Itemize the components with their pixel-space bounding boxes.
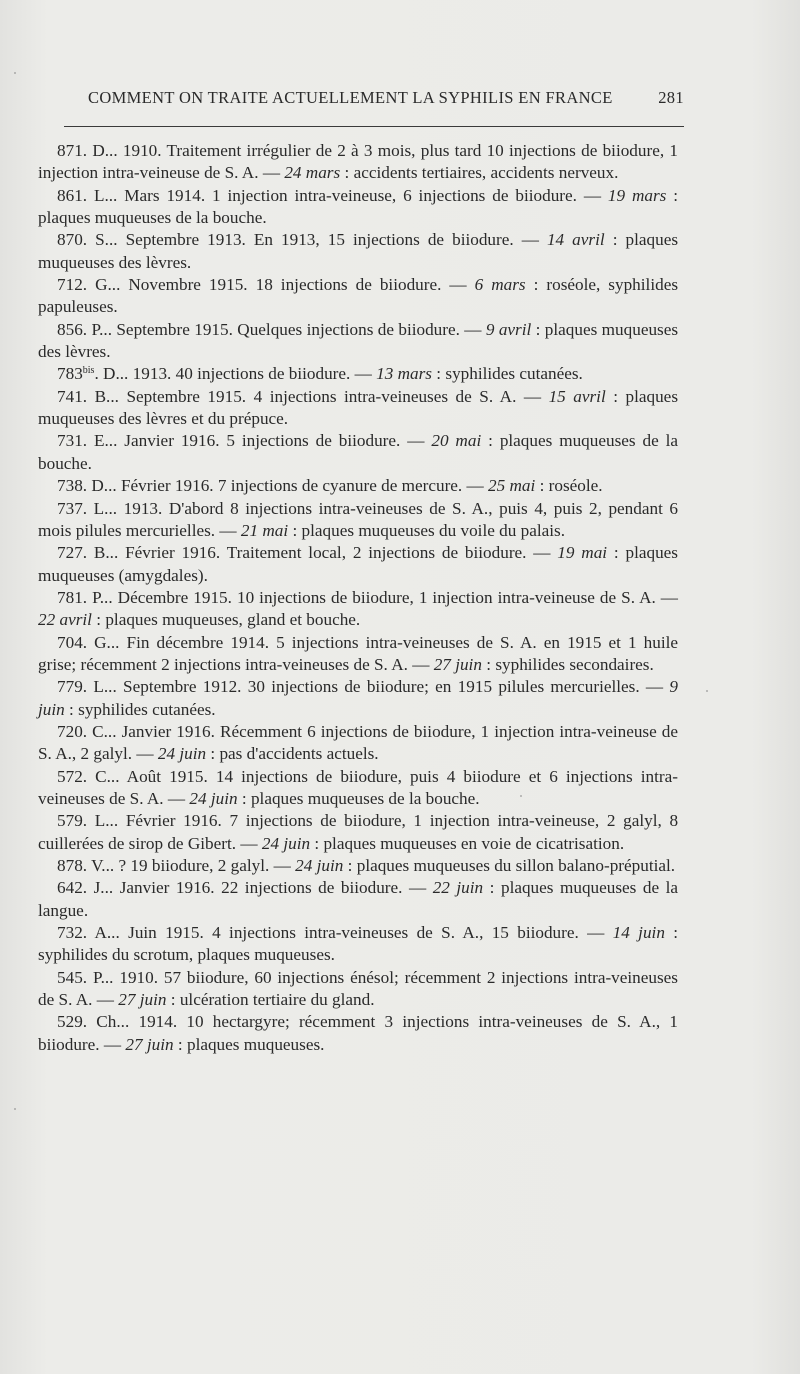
relapse-date: 22 avril bbox=[38, 610, 92, 630]
paper-speck bbox=[706, 690, 708, 692]
treatment-text: 19 biiodure, 2 galyl. bbox=[130, 856, 270, 875]
case-number-suffix: bis bbox=[82, 365, 95, 377]
case-number: 856. bbox=[57, 319, 88, 339]
treatment-text: Quelques injections de biiodure. bbox=[237, 319, 460, 339]
case-entry: 870. S... Septembre 1913. En 1913, 15 injections de biiodure. — 14 avril : plaques muqueuses des lèvres. bbox=[38, 230, 679, 272]
case-number-tail: . bbox=[94, 364, 99, 384]
symptom-text: syphilides secondaires. bbox=[495, 654, 654, 674]
treatment-text: 5 injections intra-veineuses de S. A. en 1915 et 1 huile grise; récemment 2 injections intra-veineuses de S. A. bbox=[38, 632, 678, 674]
symptom-text: plaques muqueuses, gland et bouche. bbox=[105, 610, 361, 630]
symptom-text: roséole. bbox=[548, 476, 603, 496]
patient-initial: Ch... bbox=[96, 1012, 130, 1032]
infection-date: Mars 1914. bbox=[124, 185, 206, 205]
symptom-text: plaques muqueuses. bbox=[186, 1034, 325, 1054]
relapse-date: 19 mars bbox=[607, 185, 667, 205]
case-number: 781. bbox=[57, 587, 88, 607]
patient-initial: D... bbox=[103, 364, 129, 384]
infection-date: Juin 1915. bbox=[128, 923, 204, 943]
case-entry: 731. E... Janvier 1916. 5 injections de biiodure. — 20 mai : plaques muqueuses de la bouche. bbox=[38, 431, 679, 473]
case-entry: 861. L... Mars 1914. 1 injection intra-veineuse, 6 injections de biiodure. — 19 mars : plaques muqueuses de la bouche. bbox=[38, 185, 679, 228]
infection-date: Février 1916. bbox=[125, 543, 221, 563]
relapse-date: 14 juin bbox=[612, 923, 665, 943]
infection-date: Janvier 1916. bbox=[124, 431, 220, 451]
patient-initial: P... bbox=[92, 587, 113, 607]
patient-initial: L... bbox=[93, 498, 118, 518]
treatment-text: 30 injections de biiodure; en 1915 pilules mercurielles. bbox=[247, 677, 640, 697]
infection-date: Novembre 1915. bbox=[128, 275, 248, 295]
infection-date: Septembre 1915. bbox=[116, 319, 233, 339]
infection-date: Février 1916. bbox=[125, 811, 222, 831]
patient-initial: L... bbox=[93, 677, 117, 697]
case-list bbox=[38, 140, 678, 1056]
paper-speck bbox=[14, 72, 16, 74]
case-entry: 871. D... 1910. Traitement irrégulier de 2 à 3 mois, plus tard 10 injections de biiodure, 1 injection intra-veineuse de S. A. — 24 mars : accidents tertiaires, accidents nerveux. bbox=[38, 141, 678, 183]
symptom-text: plaques muqueuses de la bouche. bbox=[38, 208, 267, 228]
case-number: 572. bbox=[57, 766, 88, 786]
infection-date: 1913. bbox=[132, 364, 172, 384]
patient-initial: D... bbox=[92, 141, 118, 160]
infection-date: 1910. bbox=[122, 141, 162, 160]
infection-date: 1913. bbox=[123, 498, 163, 518]
case-number: 712. bbox=[57, 275, 88, 295]
treatment-text: 57 biiodure, 60 injections énésol; récemment 2 injections intra-veineuses de S. A. bbox=[38, 967, 678, 1010]
relapse-date: 20 mai bbox=[431, 431, 482, 451]
patient-initial: A... bbox=[94, 923, 120, 943]
relapse-date: 24 juin bbox=[261, 833, 311, 853]
treatment-text: 10 injections de biiodure, 1 injection intra-veineuse de S. A. bbox=[236, 587, 656, 607]
running-title: COMMENT ON TRAITE ACTUELLEMENT LA SYPHILIS EN FRANCE bbox=[88, 88, 613, 107]
relapse-date: 24 juin bbox=[295, 856, 344, 875]
patient-initial: P... bbox=[91, 319, 112, 339]
treatment-text: 7 injections de cyanure de mercure. bbox=[217, 476, 463, 496]
case-number: 737. bbox=[57, 498, 88, 518]
case-number: 642. bbox=[57, 878, 88, 898]
relapse-date: 24 juin bbox=[157, 744, 207, 764]
paper-speck bbox=[14, 1108, 16, 1110]
treatment-text: Récemment 6 injections de biiodure, 1 injection intra-veineuse de S. A., 2 galyl. bbox=[38, 721, 679, 764]
case-number: 545. bbox=[57, 967, 88, 987]
case-entry: 642. J... Janvier 1916. 22 injections de biiodure. — 22 juin : plaques muqueuses de la langue. bbox=[38, 878, 679, 920]
case-entry: 738. D... Février 1916. 7 injections de cyanure de mercure. — 25 mai : roséole. bbox=[57, 476, 603, 496]
case-number: 738. bbox=[57, 476, 88, 496]
infection-date: Septembre 1915. bbox=[126, 386, 247, 406]
case-entry: $783^{bis}$. D... 1913. 40 injections de biiodure. — 13 mars : syphilides cutanées. bbox=[57, 364, 583, 384]
patient-initial: D... bbox=[91, 476, 117, 496]
relapse-date: 13 mars bbox=[376, 364, 432, 384]
infection-date: Janvier 1916. bbox=[119, 878, 215, 898]
case-entry: 529. Ch... 1914. 10 hectargyre; récemment 3 injections intra-veineuses de S. A., 1 biiodure. — 27 juin : plaques muqueuses. bbox=[38, 1012, 678, 1054]
symptom-text: plaques muqueuses (amygdales). bbox=[38, 543, 678, 585]
patient-initial: C... bbox=[95, 766, 120, 786]
case-entry: 878. V... ? 19 biiodure, 2 galyl. — 24 juin : plaques muqueuses du sillon balano-préputial. bbox=[57, 856, 676, 875]
symptom-text: syphilides du scrotum, plaques muqueuses. bbox=[38, 945, 335, 965]
case-entry: 712. G... Novembre 1915. 18 injections de biiodure. — 6 mars : roséole, syphilides papuleuses. bbox=[38, 275, 679, 317]
symptom-text: accidents tertiaires, accidents nerveux. bbox=[353, 163, 619, 183]
case-entry: 579. L... Février 1916. 7 injections de biiodure, 1 injection intra-veineuse, 2 galyl, 8 cuillerées de sirop de Gibert. — 24 juin : plaques muqueuses en voie de cicatrisation. bbox=[38, 811, 679, 853]
symptom-text: plaques muqueuses des lèvres. bbox=[38, 319, 679, 362]
case-number: 870. bbox=[57, 230, 88, 250]
treatment-text: 14 injections de biiodure, puis 4 biiodure et 6 injections intra-veineuses de S. A. bbox=[38, 766, 678, 808]
symptom-text: plaques muqueuses du sillon balano-préputial. bbox=[356, 856, 676, 875]
case-number: 731. bbox=[57, 431, 88, 451]
case-number: 871. bbox=[57, 141, 88, 160]
treatment-text: Traitement local, 2 injections de biiodure. bbox=[226, 543, 527, 563]
case-entry: 856. P... Septembre 1915. Quelques injections de biiodure. — 9 avril : plaques muqueuses des lèvres. bbox=[38, 319, 679, 362]
infection-date: ? bbox=[118, 856, 127, 875]
case-number: 741. bbox=[57, 386, 88, 406]
patient-initial: P... bbox=[92, 967, 114, 987]
treatment-text: 10 hectargyre; récemment 3 injections intra-veineuses de S. A., 1 biiodure. bbox=[38, 1012, 678, 1054]
symptom-text: plaques muqueuses des lèvres et du prépuce. bbox=[38, 386, 679, 429]
treatment-text: 7 injections de biiodure, 1 injection intra-veineuse, 2 galyl, 8 cuillerées de sirop de Gibert. bbox=[38, 811, 679, 853]
patient-initial: J... bbox=[93, 878, 114, 898]
relapse-date: 14 avril bbox=[546, 230, 605, 250]
relapse-date: 25 mai bbox=[488, 476, 536, 496]
patient-initial: C... bbox=[92, 721, 117, 741]
case-number: 579. bbox=[57, 811, 88, 831]
patient-initial: L... bbox=[94, 811, 119, 831]
infection-date: 1914. bbox=[138, 1012, 178, 1032]
infection-date: 1910. bbox=[119, 967, 159, 987]
infection-date: Septembre 1913. bbox=[125, 230, 246, 250]
relapse-date: 24 juin bbox=[189, 788, 238, 808]
case-number: 783 bbox=[57, 364, 83, 384]
treatment-text: 5 injections de biiodure. bbox=[226, 431, 401, 451]
treatment-text: Traitement irrégulier de 2 à 3 mois, plus tard 10 injections de biiodure, 1 injection intra-veineuse de S. A. bbox=[38, 141, 678, 183]
treatment-text: 1 injection intra-veineuse, 6 injections de biiodure. bbox=[212, 185, 577, 205]
relapse-date: 24 mars bbox=[284, 163, 341, 183]
relapse-date: 19 mai bbox=[557, 543, 608, 563]
treatment-text: 4 injections intra-veineuses de S. A., 15 biiodure. bbox=[212, 923, 579, 943]
infection-date: Août 1915. bbox=[126, 766, 208, 786]
relapse-date: 27 juin bbox=[125, 1034, 174, 1054]
treatment-text: 22 injections de biiodure. bbox=[221, 878, 403, 898]
case-number: 727. bbox=[57, 543, 88, 563]
treatment-text: 40 injections de biiodure. bbox=[175, 364, 351, 384]
infection-date: Janvier 1916. bbox=[121, 721, 215, 741]
case-number: 878. bbox=[57, 856, 88, 875]
symptom-text: plaques muqueuses de la bouche. bbox=[250, 788, 480, 808]
paper-speck bbox=[520, 795, 522, 797]
relapse-date: 6 mars bbox=[474, 275, 526, 295]
infection-date: Février 1916. bbox=[120, 476, 214, 496]
case-number: 732. bbox=[57, 923, 88, 943]
patient-initial: G... bbox=[95, 275, 121, 295]
symptom-text: ulcération tertiaire du gland. bbox=[179, 990, 375, 1010]
case-entry: 720. C... Janvier 1916. Récemment 6 injections de biiodure, 1 injection intra-veineuse de S. A., 2 galyl. — 24 juin : pas d'accidents actuels. bbox=[38, 721, 679, 764]
relapse-date: 9 juin bbox=[38, 677, 678, 719]
relapse-date: 9 avril bbox=[485, 319, 532, 339]
running-header bbox=[88, 88, 684, 112]
case-entry: 732. A... Juin 1915. 4 injections intra-veineuses de S. A., 15 biiodure. — 14 juin : syphilides du scrotum, plaques muqueuses. bbox=[38, 923, 679, 965]
infection-date: Septembre 1912. bbox=[123, 677, 242, 697]
infection-date: Décembre 1915. bbox=[117, 587, 232, 607]
symptom-text: syphilides cutanées. bbox=[445, 364, 583, 384]
header-rule bbox=[64, 126, 684, 127]
case-entry: 741. B... Septembre 1915. 4 injections intra-veineuses de S. A. — 15 avril : plaques muqueuses des lèvres et du prépuce. bbox=[38, 386, 679, 429]
symptom-text: pas d'accidents actuels. bbox=[219, 744, 379, 764]
symptom-text: plaques muqueuses des lèvres. bbox=[38, 230, 679, 272]
relapse-date: 27 juin bbox=[118, 990, 167, 1010]
patient-initial: G... bbox=[94, 632, 120, 652]
symptom-text: syphilides cutanées. bbox=[78, 699, 216, 719]
patient-initial: V... bbox=[91, 856, 115, 875]
case-number: 704. bbox=[57, 632, 88, 652]
relapse-date: 15 avril bbox=[548, 386, 606, 406]
patient-initial: B... bbox=[93, 543, 119, 563]
case-number: 529. bbox=[57, 1012, 88, 1032]
patient-initial: E... bbox=[93, 431, 118, 451]
case-entry: 779. L... Septembre 1912. 30 injections de biiodure; en 1915 pilules mercurielles. — 9 juin : syphilides cutanées. bbox=[38, 677, 678, 719]
treatment-text: En 1913, 15 injections de biiodure. bbox=[253, 230, 514, 250]
symptom-text: roséole, syphilides papuleuses. bbox=[38, 275, 679, 317]
infection-date: Fin décembre 1914. bbox=[126, 632, 270, 652]
treatment-text: D'abord 8 injections intra-veineuses de S. A., puis 4, puis 2, pendant 6 mois pilules mercurielles. bbox=[38, 498, 679, 540]
case-entry: 704. G... Fin décembre 1914. 5 injections intra-veineuses de S. A. en 1915 et 1 huile grise; récemment 2 injections intra-veineuses de S. A. — 27 juin : syphilides secondaires. bbox=[38, 632, 678, 674]
patient-initial: S... bbox=[95, 230, 118, 250]
case-entry: 727. B... Février 1916. Traitement local, 2 injections de biiodure. — 19 mai : plaques muqueuses (amygdales). bbox=[38, 543, 678, 585]
case-entry: 781. P... Décembre 1915. 10 injections de biiodure, 1 injection intra-veineuse de S. A. — 22 avril : plaques muqueuses, gland et bouche. bbox=[38, 587, 678, 630]
treatment-text: 18 injections de biiodure. bbox=[255, 275, 442, 295]
relapse-date: 21 mai bbox=[240, 520, 289, 540]
case-entry: 572. C... Août 1915. 14 injections de biiodure, puis 4 biiodure et 6 injections intra-veineuses de S. A. — 24 juin : plaques muqueuses de la bouche. bbox=[38, 766, 678, 808]
symptom-text: plaques muqueuses du voile du palais. bbox=[301, 520, 566, 540]
relapse-date: 27 juin bbox=[433, 654, 482, 674]
page-number: 281 bbox=[658, 88, 684, 107]
symptom-text: plaques muqueuses de la bouche. bbox=[38, 431, 679, 473]
patient-initial: B... bbox=[94, 386, 119, 406]
case-entry: 737. L... 1913. D'abord 8 injections intra-veineuses de S. A., puis 4, puis 2, pendant 6 mois pilules mercurielles. — 21 mai : plaques muqueuses du voile du palais. bbox=[38, 498, 679, 540]
symptom-text: plaques muqueuses de la langue. bbox=[38, 878, 679, 920]
case-number: 720. bbox=[57, 721, 88, 741]
case-entry: 545. P... 1910. 57 biiodure, 60 injections énésol; récemment 2 injections intra-veineuses de S. A. — 27 juin : ulcération tertiaire du gland. bbox=[38, 967, 678, 1010]
relapse-date: 22 juin bbox=[432, 878, 484, 898]
case-number: 861. bbox=[57, 185, 88, 205]
symptom-text: plaques muqueuses en voie de cicatrisation. bbox=[323, 833, 625, 853]
case-number: 779. bbox=[57, 677, 88, 697]
treatment-text: 4 injections intra-veineuses de S. A. bbox=[253, 386, 517, 406]
patient-initial: L... bbox=[93, 185, 118, 205]
